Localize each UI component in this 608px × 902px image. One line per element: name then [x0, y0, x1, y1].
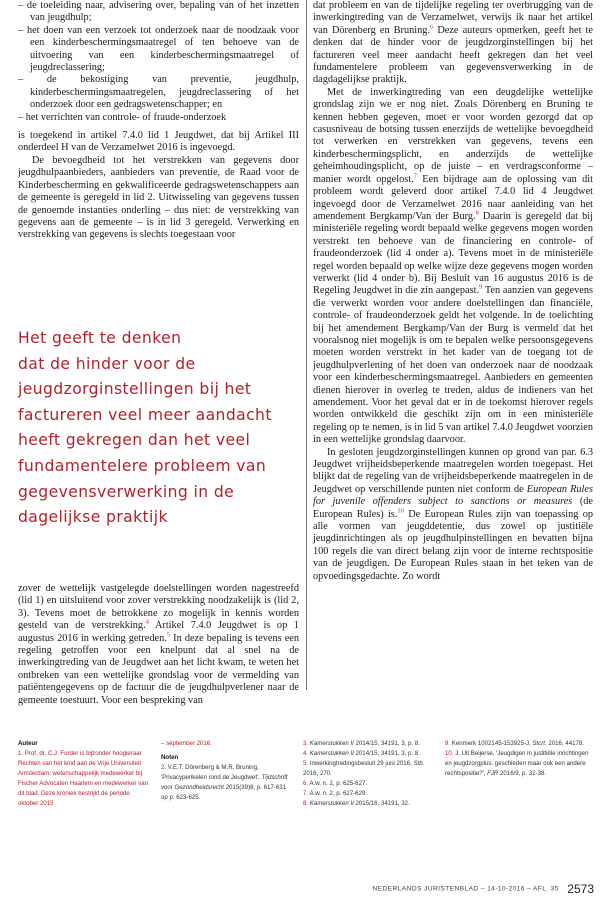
note-text: Kenmerk 1002145-153925-J,: [451, 740, 533, 747]
footnote-ref[interactable]: 9: [479, 283, 483, 291]
pull-quote-line: gegevensverwerking in de: [18, 482, 235, 501]
list-item: – de toeleiding naar, advisering over, bepaling van of het inzetten van jeugdhulp;: [18, 0, 299, 25]
text-run: In deze bepaling is tevens een regeling getroffen voor een knelpunt dat al snel na de inwerkingtreding van de Jeugdwet aan het licht kwam, te weten het ontbreken van een wettelijke grondslag voor de vermelding van patiëntengegevens op de factuur die de jeugdhulpverlener naar de gemeente toestuurt. Voor een bespreking van: [18, 632, 299, 706]
left-column-continued: [18, 583, 299, 707]
list-item: – de bekostiging van preventie, jeugdhulp, kinderbeschermingsmaatregelen, jeugdreclassering of het onderzoek door een gedragswetenschapper; en: [18, 74, 299, 111]
paragraph: De bevoegdheid tot het verstrekken van gegevens door jeugdhulpaanbieders, aanbieders van preventie, de Raad voor de Kinderbescherming en gekwalificeerde gedragswetenschappers aan de gemeente is geregeld in lid 2. Uitwisseling van gegevens tussen de genoemde instanties onderling – dus niet: de verstrekking van gegevens aan de gemeente – is in lid 3 geregeld. Verwerking en verstrekking van gegevens is slechts toegestaan voor: [18, 154, 299, 241]
list-item: – het verrichten van controle- of fraude-onderzoek: [18, 112, 299, 124]
note-emphasis: Kamerstukken II: [309, 750, 354, 757]
notes-col-2: [161, 739, 293, 803]
note: [303, 799, 435, 809]
text-run: Ten aanzien van gegevens die verwerkt worden voor andere doelstellingen dan financiële, controle- of fraudeonderzoek geldt het volgende. In de toelichting bij het amendement Bergkamp/Van der Burg is vermeld dat het vooralsnog niet mogelijk is om te bepalen welke persoonsgegevens moeten worden verstrekt in het kader van de toegang tot de jeugdhulpverlening of het doen van onderzoek naar de noodzaak voor een kinderbeschermingsmaatregel. Aanbieders en gemeenten dienen hierover in overleg te treden, aldus de indieners van het amendement. Voor het geval dat er in de toekomst hierover regels worden ontwikkeld die geschikt zijn om in een ministeriële regeling op te nemen, is in lid 5 van artikel 7.4.0 Jeugdwet voorzien in een wettelijke grondslag daarvoor.: [313, 285, 593, 446]
note-text: 2015(39)8, p. 617-631 op p. 623-625.: [161, 784, 287, 801]
footnote-ref[interactable]: 5: [166, 631, 171, 639]
note-number: 7.: [303, 790, 309, 797]
column-divider: [306, 0, 307, 690]
notes-col-3: [303, 739, 435, 809]
text-run: Deze auteurs opmerken, geeft het te denken dat de hinder voor de jeugdzorginstellingen bij het factureren veel meer aandacht heeft gekregen dan het veel fundamentelere probleem van gegevensverwerking in de dagdagelijkse praktijk.: [313, 24, 593, 86]
note: [161, 763, 293, 803]
note-emphasis: Kamerstukken II: [309, 740, 354, 747]
note: [303, 739, 435, 749]
note-author: [18, 749, 150, 809]
note-text: 2016, 44178.: [546, 740, 584, 747]
paragraph: is toegekend in artikel 7.4.0 lid 1 Jeugdwet, dat bij Artikel III onderdeel H van de Verzamelwet 2016 is ingevoegd.: [18, 130, 299, 154]
journal-source: NEDERLANDS JURISTENBLAD – 14-10-2016 – AFL. 35: [372, 885, 559, 893]
note-text: 2015/16, 34191, 32.: [353, 800, 410, 807]
note-number: 5.: [303, 760, 309, 767]
pull-quote-line: jeugdzorginstellingen bij het: [18, 380, 252, 399]
note-number: 10.: [445, 750, 454, 757]
note-emphasis: Kamerstukken II: [309, 800, 354, 807]
note: [303, 749, 435, 759]
note-text: Prof. dr. C.J. Forder is bijzonder hoogleraar Rechten van het kind aan de Vrije Universiteit Amsterdam, wetenschappelijk medewerker bij Fischer Advocaten Haarlem en medewerker van dit blad. Deze kroniek bestrijkt de periode oktober 2015: [18, 750, 149, 807]
pull-quote-line: dagelijkse praktijk: [18, 508, 168, 527]
page-footer: [372, 880, 594, 898]
note-emphasis: Stcrt.: [532, 740, 547, 747]
note-number: 9.: [445, 740, 451, 747]
text-run: dat probleem en van de tijdelijke regeling ter overbrugging van de inwerkingtreding van de Verzamelwet, verwijs ik naar het artikel van Dörenberg en Bruning.: [313, 0, 593, 36]
note-number: 3.: [303, 740, 309, 747]
footnote-ref[interactable]: 7: [413, 172, 417, 180]
text-run: Artikel 7.4.0 Jeugdwet is op 1 augustus 2016 in werking getreden.: [18, 620, 299, 644]
note: [303, 789, 435, 799]
notes-col-1: [18, 739, 150, 809]
note-text: 2014/15, 34191, 3, p. 8.: [353, 750, 420, 757]
purpose-list: [18, 0, 299, 124]
text-run: Een bijdrage aan de oplossing van dit probleem wordt geleverd door artikel 7.4.0 lid 4 Jeugdwet ingevoegd door de Verzamelwet 2016 naar aanleiding van het amendement Bergkamp/Van der Burg.: [313, 173, 593, 222]
note-text: Inwerkingtredingsbesluit 29 juni 2016,: [309, 760, 414, 767]
left-column: [18, 0, 299, 242]
notes-col-4: [445, 739, 593, 779]
note-text: J. Uit Beijerse, 'Jeugdigen in justitiële inrichtingen en jeugdzorgplus: geschieden maar ook een andere rechtspositie?',: [445, 750, 589, 777]
pull-quote-line: fundamentelere probleem van: [18, 456, 267, 475]
note-emphasis: FJR: [487, 770, 499, 777]
note-number: 4.: [303, 750, 309, 757]
note-number: 6.: [303, 780, 309, 787]
note-text: A.w. n. 2, p. 625-627.: [309, 780, 368, 787]
note-number: 1.: [18, 750, 24, 757]
footnote-ref[interactable]: 4: [145, 618, 149, 626]
note: [303, 759, 435, 779]
pull-quote-line: heeft gekregen dan het veel: [18, 431, 251, 450]
pull-quote-line: factureren veel meer aandacht: [18, 405, 272, 424]
page-number: 2573: [567, 881, 594, 896]
note-text: 2016/9, p. 32-38.: [498, 770, 547, 777]
list-item: – het doen van een verzoek tot onderzoek naar de noodzaak voor een kinderbeschermingsmaatregel of ten behoeve van de uitvoering van een kinderbeschermingsmaatregel of jeugdreclassering;: [18, 25, 299, 75]
footnote-ref[interactable]: 8: [475, 209, 479, 217]
pull-quote-line: Het geeft te denken: [18, 329, 182, 347]
paragraph: [313, 0, 593, 87]
footnote-ref[interactable]: 10: [397, 507, 404, 515]
note-number: 2.: [161, 764, 167, 771]
paragraph: [313, 87, 593, 447]
paragraph: [313, 447, 593, 583]
pull-quote: [18, 326, 300, 531]
text-run: (de European Rules) is.: [313, 496, 593, 520]
text-run: De European Rules zijn van toepassing op alle vormen van jeugddetentie, dus zowel op justitiële jeugdinrichtingen als op jeugdhulpinstellingen en bevatten bijna 100 regels die van direct belang zijn voor de interne rechtspositie van de jeugdigen. De European Rules staan in het teken van de opvoedingsgedachte. Zo wordt: [313, 508, 593, 582]
notes-section: [18, 739, 593, 857]
text-run: Met de inwerkingtreding van een deugdelijke wettelijke grondslag zijn we er nog niet. Zoals Dörenberg en Bruning te kennen hebben gegeven, moet er voor worden gezorgd dat op casusniveau de botsing tussen enerzijds de wettelijke bevoegdheid tot verwerken en verstrekken van gegevens, tevens een kinderbeschermingsplicht, en anderzijds de wettelijke geheimhoudingsplicht, op de juiste – en verdragsconforme – manier wordt opgelost.: [313, 86, 593, 185]
note-text: A.w. n. 2, p. 627-629.: [309, 790, 368, 797]
notes-heading: Noten: [161, 754, 179, 761]
note: [445, 739, 593, 749]
footnote-ref[interactable]: 6: [430, 23, 434, 31]
note: [445, 749, 593, 779]
text-run: Daarin is geregeld dat bij ministeriële regeling wordt bepaald welke gegevens mogen worden verstrekt ten behoeve van de financiering en controle- of fraudeonderzoek (lid 4 onder a). Tevens moet in de ministeriële regel worden bepaald op welke wijze deze gegevens mogen worden verwerkt (lid 4 onder b). Bij Besluit van 16 augustus 2016 is de Regeling Jeugdwet in die zin aangepast.: [313, 210, 593, 297]
pull-quote-line: dat de hinder voor de: [18, 354, 196, 373]
text-run: In gesloten jeugdzorginstellingen kunnen op grond van par. 6.3 Jeugdwet vrijheidsbeperkende maatregelen worden toegepast. Het blijkt dat de regeling van de vrijheidsbeperkende maatregelen in de Jeugdwet op verschillende punten niet conform de: [313, 446, 593, 495]
note: [303, 779, 435, 789]
note-emphasis: Tijdschrift voor Gezondheidsrecht: [161, 774, 288, 791]
note-text: 2014/15, 34191, 3, p. 8.: [353, 740, 420, 747]
note-text: V.E.T. Dörenberg & M.R. Bruning, 'Privacyperikelen rond de Jeugdwet',: [161, 764, 262, 781]
paragraph: [18, 583, 299, 707]
emphasis: European Rules for juvenile offenders subject to sanctions or measures: [313, 483, 593, 508]
note-number: 8.: [303, 800, 309, 807]
note-emphasis: Stb.: [413, 760, 425, 767]
right-column: [313, 0, 593, 583]
note-author-continued: – september 2016.: [161, 740, 212, 747]
author-heading: Auteur: [18, 740, 38, 747]
note-text: 2016, 270.: [303, 770, 332, 777]
text-run: zover de wettelijk vastgelegde doelstellingen worden nagestreefd (lid 1) en uitsluitend voor zover verstrekking noodzakelijk is (lid 2, 3). Tevens moet de betrokkene zo mogelijk in kennis worden gesteld van de verstrekking.: [18, 583, 299, 632]
